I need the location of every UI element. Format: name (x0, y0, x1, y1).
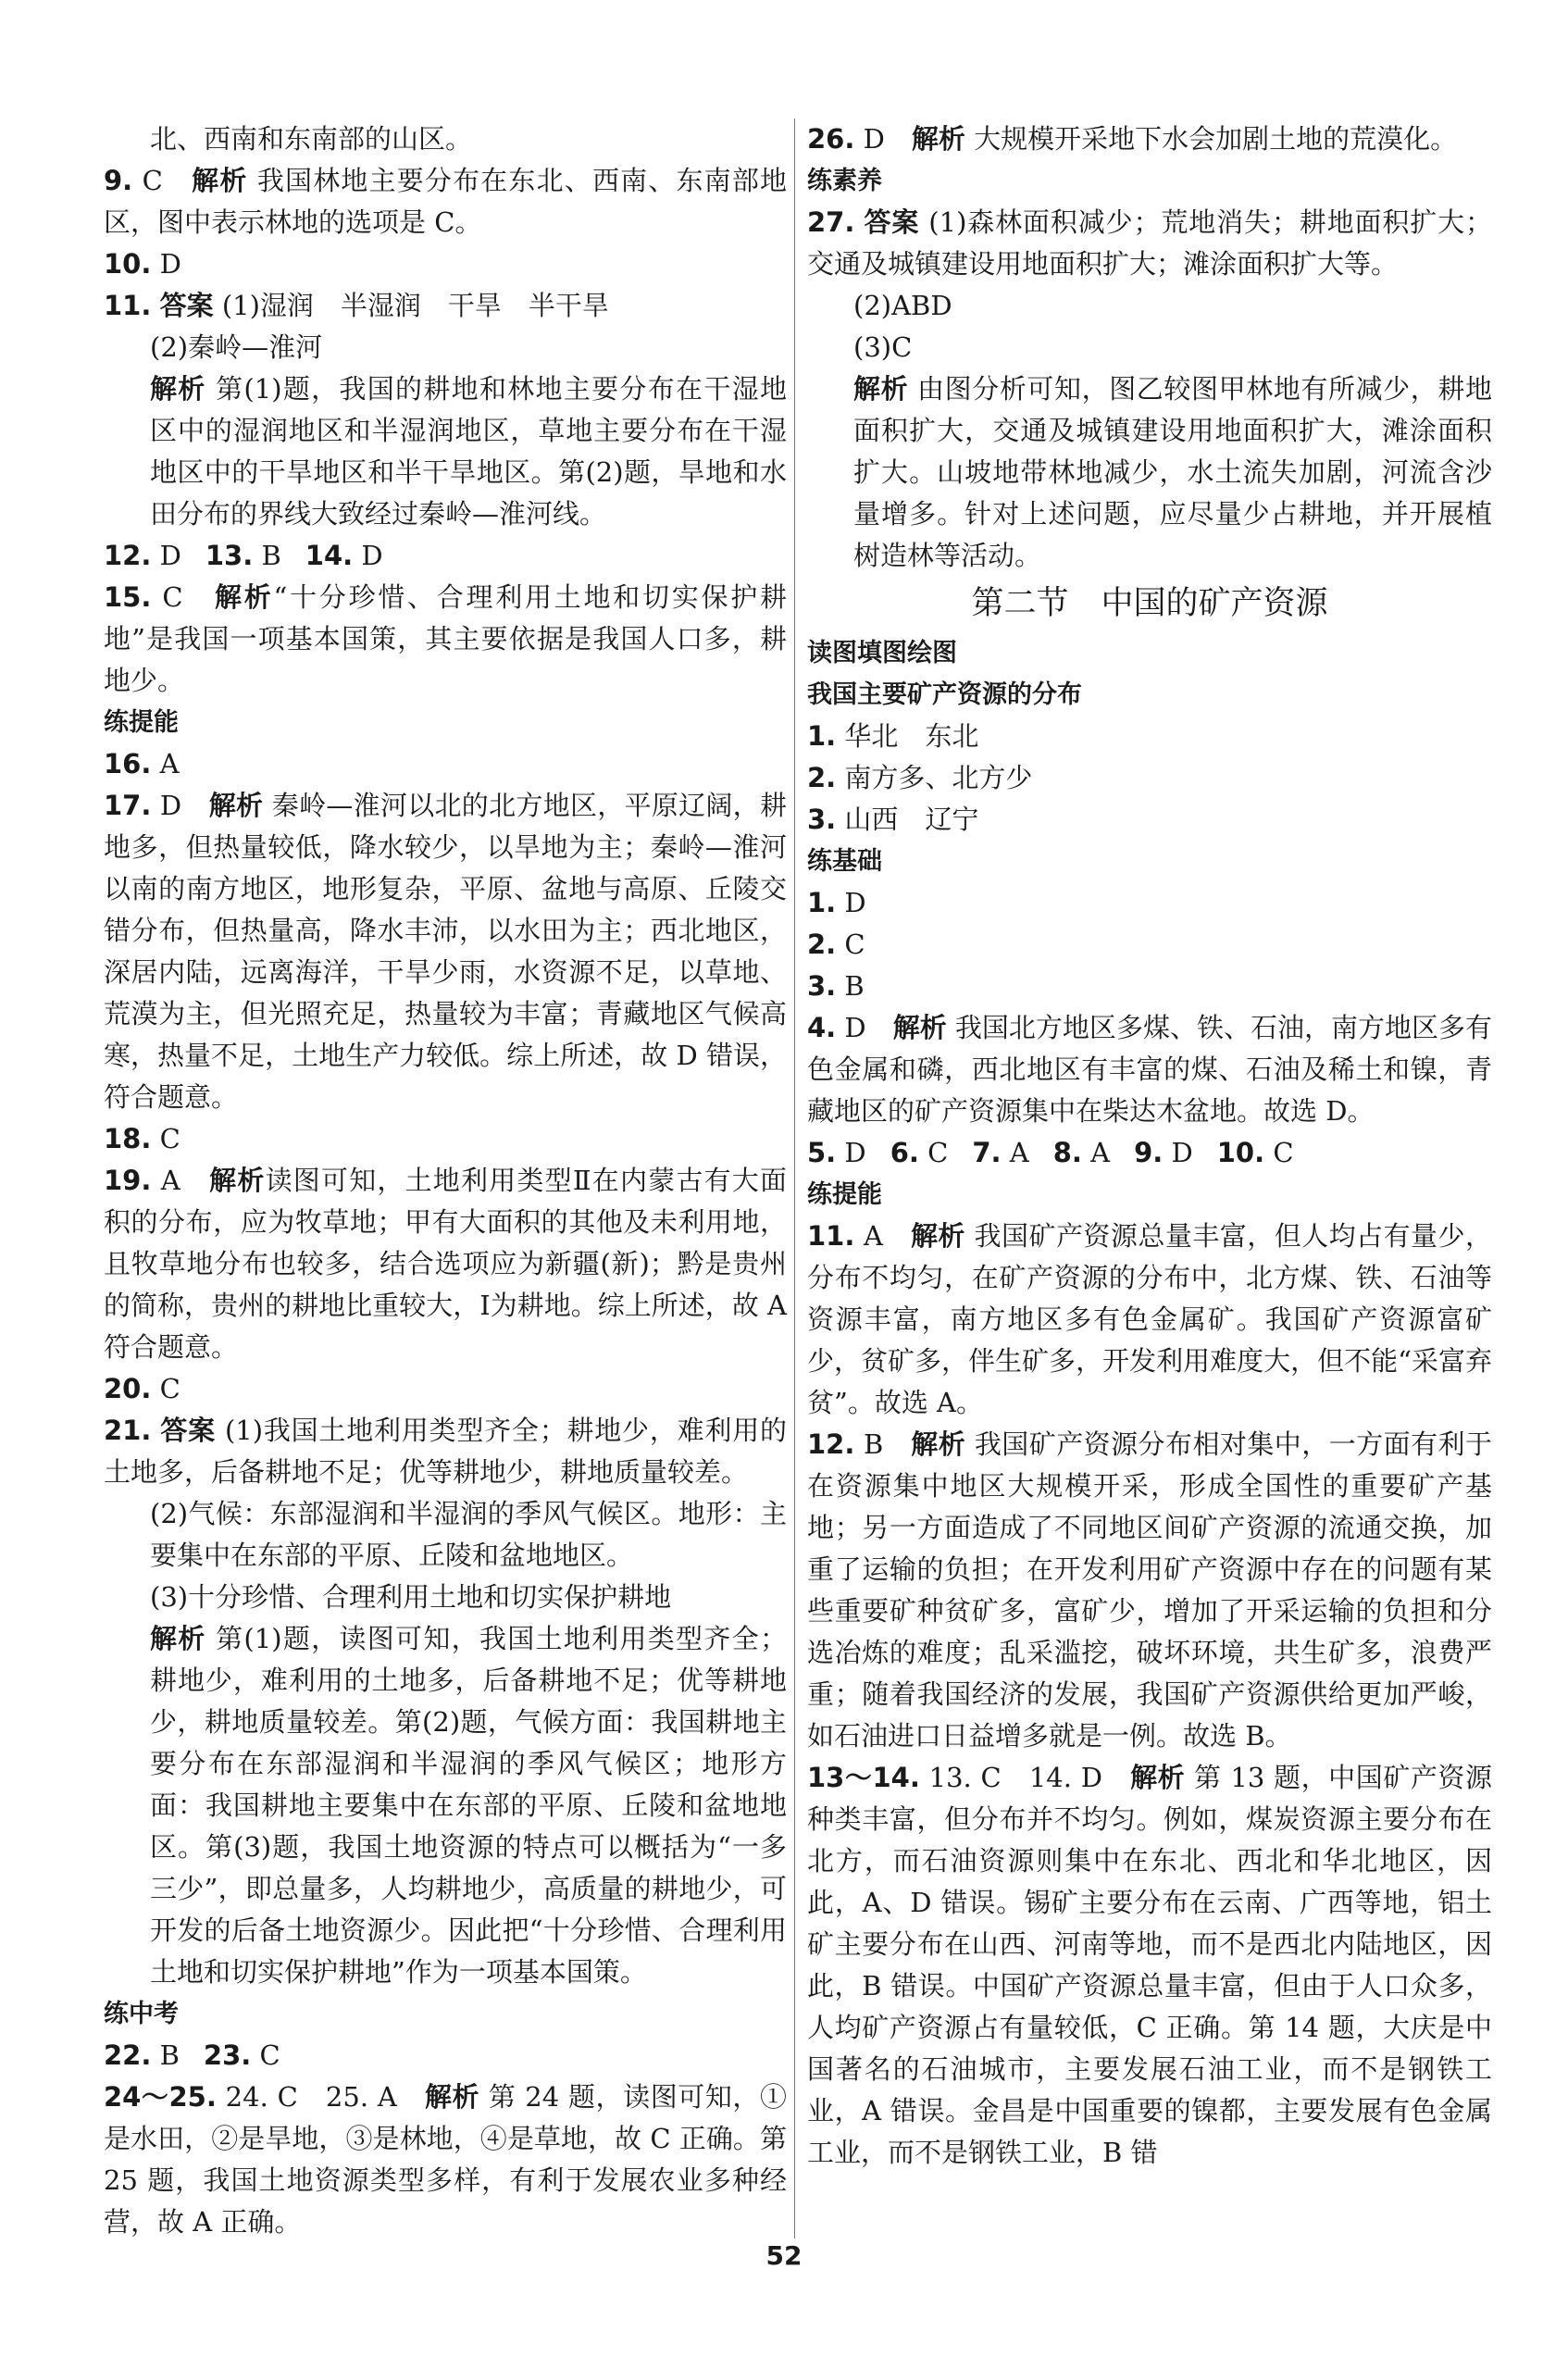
question-number: 12. (807, 1428, 855, 1460)
answer-tag: 解析 (911, 123, 965, 155)
text-paragraph: (2)秦岭—淮河 (150, 331, 323, 363)
answer-text: 第 24 题，读图可知，①是水田，②是旱地，③是林地，④是草地，故 C 正确。第 25 题，我国土地资源类型多样，有利于发展农业多种经营，故 A 正确。 (104, 2081, 787, 2238)
answer-value: D (151, 540, 181, 571)
answer-value: A (1001, 1137, 1029, 1168)
answer-item (807, 1757, 1492, 2174)
answer-value: C (1264, 1137, 1294, 1168)
question-number: 24～25. (104, 2081, 217, 2113)
answer-value: D (151, 790, 209, 821)
analysis-paragraph (104, 368, 787, 535)
answer-tag: 解析 (208, 790, 264, 821)
answer-value: B (854, 1428, 912, 1460)
question-number: 10. (1216, 1137, 1265, 1168)
question-number: 14. (305, 540, 354, 571)
question-number: 19. (104, 1165, 152, 1196)
answer-item (104, 785, 787, 1118)
answer-value: C (836, 929, 865, 960)
answer-value: B (151, 2039, 180, 2071)
question-number: 20. (104, 1373, 152, 1404)
text-paragraph: 北、西南和东南部的山区。 (150, 123, 473, 155)
answer-text: 第(1)题，我国的耕地和林地主要分布在干湿地区中的湿润地区和半湿润地区，草地主要分布在干湿地区中的干旱地区和半干旱地区。第(2)题，旱地和水田分布的界线大致经过秦岭—淮河线。 (150, 373, 787, 530)
question-number: 13. (205, 540, 254, 571)
answer-item (807, 202, 1492, 285)
question-number: 13～14. (807, 1762, 920, 1793)
answer-item (807, 716, 1492, 757)
column-divider (794, 118, 795, 2239)
answer-text: 我国北方地区多煤、铁、石油，南方地区多有色金属和磷，西北地区有丰富的煤、石油及稀土和镍，青藏地区的矿产资源集中在柴达木盆地。故选 D。 (807, 1012, 1492, 1127)
answer-value: C (151, 1373, 180, 1404)
answer-value: B (253, 540, 281, 571)
answer-value (854, 206, 864, 238)
section-heading: 练中考 (104, 2000, 179, 2028)
answer-line (807, 1132, 1492, 1174)
question-number: 8. (1052, 1137, 1082, 1168)
answer-item (104, 1118, 787, 1160)
left-column (104, 118, 787, 2243)
question-number: 1. (807, 887, 837, 918)
answer-value: D (836, 1012, 893, 1043)
answer-text: “十分珍惜、合理利用土地和切实保护耕地”是我国一项基本国策，其主要依据是我国人口多，耕地少。 (104, 581, 787, 696)
answer-text: 我国矿产资源总量丰富，但人均占有量少，分布不均匀，在矿产资源的分布中，北方煤、铁、石油等资源丰富，南方地区多有色金属矿。我国矿产资源富矿少，贫矿多，伴生矿多，开发利用难度大，但不能“采富弃贫”。故选 A。 (807, 1220, 1492, 1418)
answer-value: 山西 辽宁 (836, 804, 979, 835)
text-paragraph: (3)十分珍惜、合理利用土地和切实保护耕地 (150, 1581, 672, 1613)
analysis-paragraph (104, 1618, 787, 1993)
answer-tag: 解析 (911, 1428, 966, 1460)
answer-text: 第(1)题，读图可知，我国土地利用类型齐全；耕地少，难利用的土地多，后备耕地不足；优等耕地少，耕地质量较差。第(2)题，气候方面：我国耕地主要分布在东部湿润和半湿润的季风气候区；地形方面：我国耕地主要集中在东部的平原、丘陵和盆地地区。第(3)题，我国土地资源的特点可以概括为“一多三少”，即总量多，人均耕地少，高质量的耕地少，可开发的后备土地资源少。因此把“十分珍惜、合理利用土地和切实保护耕地”作为一项基本国策。 (150, 1623, 787, 1988)
answer-value: 南方多、北方少 (836, 762, 1033, 793)
answer-value: B (836, 970, 865, 1002)
answer-tag: 答案 (160, 1415, 216, 1446)
answer-value: D (353, 540, 383, 571)
answer-item (807, 924, 1492, 966)
answer-value: C (151, 1123, 180, 1154)
answer-value: D (854, 123, 912, 155)
answer-item (807, 1424, 1492, 1757)
answer-tag: 解析 (1130, 1762, 1186, 1793)
answer-item (807, 757, 1492, 799)
answer-text: 我国林地主要分布在东北、西南、东南部地区，图中表示林地的选项是 C。 (104, 165, 787, 238)
answer-line (104, 2035, 787, 2076)
answer-line (104, 535, 787, 577)
answer-value: A (854, 1220, 911, 1252)
section-heading: 练提能 (807, 1180, 882, 1209)
question-number: 6. (890, 1137, 919, 1168)
answer-value: 华北 东北 (836, 720, 979, 752)
question-number: 15. (104, 581, 152, 613)
answer-value: A (151, 748, 180, 779)
question-number: 9. (104, 165, 133, 196)
answer-value: A (151, 1165, 210, 1196)
answer-value: C (918, 1137, 949, 1168)
answer-item (104, 1160, 787, 1368)
question-number: 2. (807, 762, 837, 793)
answer-item (104, 577, 787, 702)
answer-tag: 解析 (209, 1165, 266, 1196)
answer-value: D (836, 887, 866, 918)
answer-tag: 解析 (150, 373, 206, 405)
answer-value: C (151, 581, 216, 613)
question-number: 23. (203, 2039, 252, 2071)
question-number: 17. (104, 790, 152, 821)
answer-value: D (1163, 1137, 1193, 1168)
section-heading: 读图填图绘图 (807, 639, 957, 667)
answer-item (104, 1368, 787, 1410)
answer-text: 由图分析可知，图乙较图甲林地有所减少，耕地面积扩大，交通及城镇建设用地面积扩大，滩涂面积扩大。山坡地带林地减少，水土流失加剧，河流含沙量增多。针对上述问题，应尽量少占耕地，并开展植树造林等活动。 (853, 373, 1492, 571)
question-number: 9. (1134, 1137, 1164, 1168)
question-number: 18. (104, 1123, 152, 1154)
answer-item (807, 882, 1492, 924)
section-heading: 我国主要矿产资源的分布 (807, 680, 1082, 709)
question-number: 3. (807, 970, 837, 1002)
analysis-paragraph (807, 368, 1492, 577)
answer-value (151, 1415, 160, 1446)
answer-tag: 解析 (150, 1623, 206, 1654)
question-number: 22. (104, 2039, 152, 2071)
section-heading: 练提能 (104, 708, 179, 737)
answer-text: 我国矿产资源分布相对集中，一方面有利于在资源集中地区大规模开采，形成全国性的重要矿产基地；另一方面造成了不同地区间矿产资源的流通交换，加重了运输的负担；在开发利用矿产资源中存在的问题有某些重要矿种贫矿多，富矿少，增加了开采运输的负担和分选冶炼的难度；乱采滥挖，破坏环境，共生矿多，浪费严重；随着我国经济的发展，我国矿产资源供给更加严峻，如石油进口日益增多就是一例。故选 B。 (807, 1428, 1492, 1752)
answer-value: 13. C 14. D (919, 1762, 1131, 1793)
text-paragraph: (2)ABD (853, 290, 952, 321)
answer-text: 大规模开采地下水会加剧土地的荒漠化。 (964, 123, 1458, 155)
question-number: 7. (972, 1137, 1002, 1168)
answer-item (104, 2076, 787, 2243)
section-title: 第二节 中国的矿产资源 (971, 585, 1328, 622)
answer-tag: 解析 (910, 1220, 965, 1252)
answer-tag: 解析 (192, 165, 248, 196)
answer-item (104, 160, 787, 243)
answer-text: (1)我国土地利用类型齐全；耕地少，难利用的土地多，后备耕地不足；优等耕地少，耕地质量较差。 (104, 1415, 787, 1488)
answer-item (104, 1410, 787, 1493)
answer-value: D (151, 248, 181, 280)
answer-item (807, 966, 1492, 1007)
answer-value: C (132, 165, 193, 196)
answer-item (104, 743, 787, 785)
question-number: 4. (807, 1012, 837, 1043)
answer-tag: 解析 (892, 1012, 947, 1043)
answer-text: (1)森林面积减少；荒地消失；耕地面积扩大；交通及城镇建设用地面积扩大；滩涂面积扩大等。 (807, 206, 1492, 280)
answer-tag: 答案 (864, 206, 920, 238)
question-number: 21. (104, 1415, 152, 1446)
answer-item (807, 118, 1492, 160)
question-number: 11. (807, 1220, 855, 1252)
answer-tag: 解析 (853, 373, 909, 405)
answer-tag: 解析 (424, 2081, 480, 2113)
answer-item (807, 1007, 1492, 1132)
text-paragraph: (2)气候：东部湿润和半湿润的季风气候区。地形：主要集中在东部的平原、丘陵和盆地地区。 (150, 1498, 787, 1571)
question-number: 3. (807, 804, 837, 835)
question-number: 27. (807, 206, 855, 238)
section-heading: 练基础 (807, 847, 882, 876)
question-number: 10. (104, 248, 152, 280)
answer-text: 读图可知，土地利用类型Ⅱ在内蒙古有大面积的分布，应为牧草地；甲有大面积的其他及未利用地，且牧草地分布也较多，结合选项应为新疆(新)；黔是贵州的简称，贵州的耕地比重较大，Ⅰ为耕地。综上所述，故 A 符合题意。 (104, 1165, 787, 1363)
question-number: 1. (807, 720, 837, 752)
question-number: 12. (104, 540, 152, 571)
answer-text: 第 13 题，中国矿产资源种类丰富，但分布并不均匀。例如，煤炭资源主要分布在北方，而石油资源则集中在东北、西北和华北地区，因此，A、D 错误。锡矿主要分布在云南、广西等地，铝土矿主要分布在山西、河南等地，而不是西北内陆地区，因此，B 错误。中国矿产资源总量丰富，但由于人口众多，人均矿产资源占有量较低，C 正确。第 14 题，大庆是中国著名的石油城市，主要发展石油工业，而不是钢铁工业，A 错误。金昌是中国重要的镍都，主要发展有色金属工业，而不是钢铁工业，B 错 (807, 1762, 1492, 2168)
answer-tag: 答案 (159, 290, 214, 321)
question-number: 11. (104, 290, 152, 321)
answer-value: D (836, 1137, 866, 1168)
answer-value: C (251, 2039, 280, 2071)
answer-item (104, 243, 787, 285)
answer-value: 24. C 25. A (216, 2081, 425, 2113)
page-number: 52 (765, 2240, 803, 2271)
text-paragraph: (3)C (853, 331, 913, 363)
answer-item (807, 1216, 1492, 1424)
answer-text: 秦岭—淮河以北的北方地区，平原辽阔，耕地多，但热量较低，降水较少，以旱地为主；秦岭—淮河以南的南方地区，地形复杂，平原、盆地与高原、丘陵交错分布，但热量高，降水丰沛，以水田为主；西北地区，深居内陆，远离海洋，干旱少雨，水资源不足，以草地、荒漠为主，但光照充足，热量较为丰富；青藏地区气候高寒，热量不足，土地生产力较低。综上所述，故 D 错误，符合题意。 (104, 790, 787, 1113)
question-number: 26. (807, 123, 855, 155)
question-number: 5. (807, 1137, 837, 1168)
answer-tag: 解析 (215, 581, 274, 613)
answer-text: (1)湿润 半湿润 干旱 半干旱 (213, 290, 609, 321)
answer-value: A (1081, 1137, 1111, 1168)
question-number: 16. (104, 748, 152, 779)
question-number: 2. (807, 929, 837, 960)
right-column (807, 118, 1492, 2174)
section-heading: 练素养 (807, 167, 882, 195)
answer-item (807, 799, 1492, 841)
answer-value (151, 290, 159, 321)
answer-item (104, 285, 787, 327)
